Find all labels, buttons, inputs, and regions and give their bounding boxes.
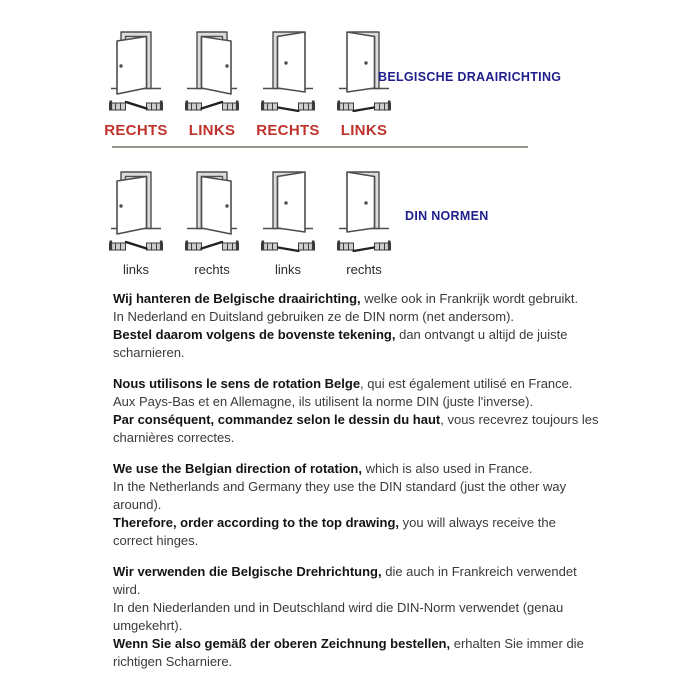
paragraph-dutch [113,290,598,362]
din-doors-row [104,168,396,277]
door-label: LINKS [340,122,388,139]
door-swing-plan-wrap [184,98,240,114]
text-line: In the Netherlands and Germany they use the DIN standard (just the other way [113,479,567,494]
belgian-section-heading: BELGISCHE DRAAIRICHTING [378,70,562,84]
text-line: Wir verwenden die Belgische Drehrichtung, die auch in Frankreich verwendet [113,564,577,579]
door-swing-plan-wrap [336,238,392,254]
door-figure [104,168,168,277]
text-line: correct hinges. [113,533,199,548]
text-line: Wij hanteren de Belgische draairichting, welke ook in Frankrijk wordt gebruikt. [113,291,579,306]
door-swing-plan-icon [184,238,240,254]
belgian-doors-row [104,28,396,139]
door-label: links [274,262,301,277]
text-line: charnières correctes. [113,430,235,445]
door-icon-wrap [336,168,392,236]
door-label: rechts [346,262,382,277]
text-line: Wenn Sie also gemäß der oberen Zeichnung bestellen, erhalten Sie immer die [113,636,584,651]
open-door-front-icon [108,28,164,96]
door-swing-plan-icon [260,238,316,254]
text-line: scharnieren. [113,345,185,360]
door-figure [256,28,320,139]
text-line: Therefore, order according to the top drawing, you will always receive the [113,515,556,530]
open-door-front-icon [108,168,164,236]
din-section-heading: DIN NORMEN [405,209,489,223]
door-figure [104,28,168,139]
door-icon-wrap [108,28,164,96]
door-figure [332,168,396,277]
open-door-back-icon [336,28,392,96]
section-divider [112,146,528,148]
door-swing-plan-wrap [260,98,316,114]
door-icon-wrap [184,28,240,96]
door-icon-wrap [336,28,392,96]
text-line: wird. [113,582,141,597]
open-door-back-icon [336,168,392,236]
open-door-back-icon [260,168,316,236]
door-swing-plan-icon [184,98,240,114]
door-swing-plan-wrap [336,98,392,114]
door-figure [180,168,244,277]
door-icon-wrap [260,168,316,236]
door-label: rechts [194,262,230,277]
door-label: links [122,262,149,277]
text-line: around). [113,497,162,512]
text-line: Aux Pays-Bas et en Allemagne, ils utilisent la norme DIN (juste l'inverse). [113,394,534,409]
paragraph-german [113,563,598,671]
text-line: Nous utilisons le sens de rotation Belge, qui est également utilisé en France. [113,376,573,391]
paragraph-english [113,460,598,550]
door-icon-wrap [108,168,164,236]
door-swing-plan-icon [260,98,316,114]
door-swing-plan-icon [108,238,164,254]
text-line: Par conséquent, commandez selon le dessin du haut, vous recevrez toujours les [113,412,599,427]
open-door-back-icon [260,28,316,96]
text-line: richtigen Scharniere. [113,654,233,669]
door-figure [256,168,320,277]
explanation-text-block [113,290,598,684]
paragraph-french [113,375,598,447]
text-line: We use the Belgian direction of rotation, which is also used in France. [113,461,533,476]
door-swing-plan-icon [108,98,164,114]
text-line: Bestel daarom volgens de bovenste tekening, dan ontvangt u altijd de juiste [113,327,568,342]
door-swing-plan-wrap [184,238,240,254]
door-label: RECHTS [256,122,320,139]
door-swing-plan-wrap [260,238,316,254]
door-swing-plan-icon [336,98,392,114]
door-icon-wrap [184,168,240,236]
door-icon-wrap [260,28,316,96]
open-door-front-icon [184,28,240,96]
door-swing-plan-wrap [108,98,164,114]
text-line: In den Niederlanden und in Deutschland wird die DIN-Norm verwendet (genau [113,600,564,615]
text-line: In Nederland en Duitsland gebruiken ze de DIN norm (net andersom). [113,309,515,324]
door-swing-plan-wrap [108,238,164,254]
door-label: LINKS [188,122,236,139]
door-label: RECHTS [104,122,168,139]
door-figure [180,28,244,139]
text-line: umgekehrt). [113,618,183,633]
door-swing-plan-icon [336,238,392,254]
open-door-front-icon [184,168,240,236]
